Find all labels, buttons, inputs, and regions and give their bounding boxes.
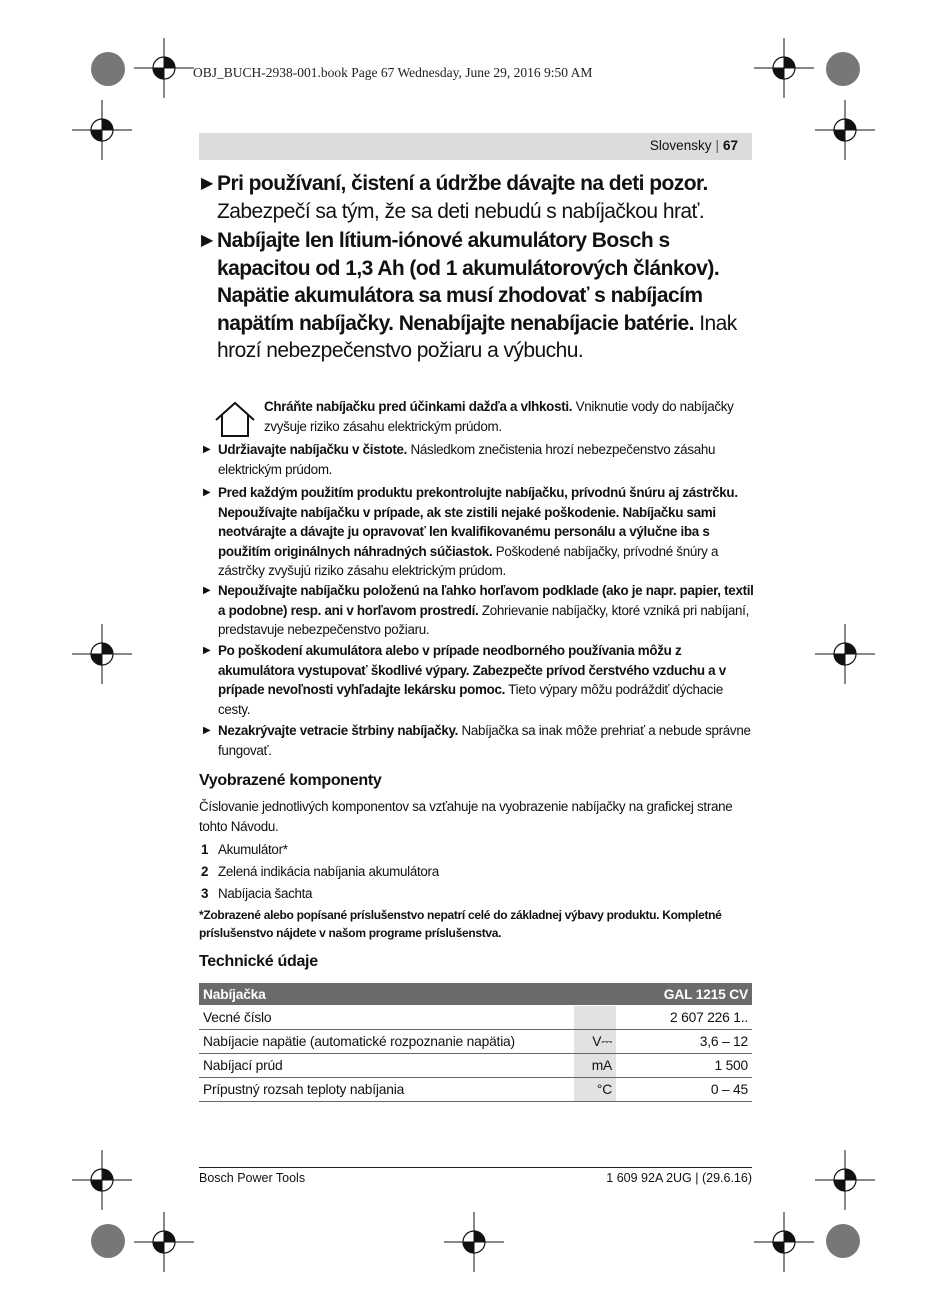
bullet-triangle-icon: ▶	[203, 645, 211, 656]
safety-item	[203, 581, 755, 640]
registration-mark-icon	[134, 38, 194, 98]
component-item	[201, 884, 312, 904]
component-label: Zelená indikácia nabíjania akumulátora	[218, 864, 439, 879]
safety-item-text: Nabíjačka sa inak môže prehriať a nebude správne fungovať.	[218, 723, 751, 758]
registration-mark-icon	[72, 1150, 132, 1210]
table-row	[199, 1030, 752, 1054]
row-unit	[574, 1006, 616, 1030]
safety-item	[203, 641, 755, 719]
safety-item	[203, 721, 755, 760]
bullet-triangle-icon: ▶	[203, 444, 211, 455]
safety-item-text: Inak hrozí nebezpečenstvo požiaru a výbuchu.	[217, 311, 737, 362]
safety-item-text: Vniknutie vody do nabíjačky zvyšuje riziko zásahu elektrickým prúdom.	[264, 399, 734, 434]
accessories-footnote: *Zobrazené alebo popísané príslušenstvo nepatrí celé do základnej výbavy produktu. Kompletné príslušenstvo nájdete v našom programe príslušenstva.	[199, 908, 722, 940]
row-value: 1 500	[616, 1054, 752, 1078]
registration-mark-icon	[815, 100, 875, 160]
safety-item-bold: Po poškodení akumulátora alebo v prípade neodborného používania môžu z akumulátora vystupovať škodlivé výpary. Zabezpečte prívod čerstvého vzduchu a v prípade nevoľnosti vyhľadajte lekársku pomoc.	[218, 643, 726, 698]
table-row	[199, 1054, 752, 1078]
bullet-triangle-icon: ▶	[203, 487, 211, 498]
bullet-triangle-icon: ▶	[203, 585, 211, 596]
safety-item-bold: Nepoužívajte nabíjačku položenú na ľahko horľavom podklade (ako je napr. papier, textil a podobne) resp. ani v horľavom prostredí.	[218, 583, 754, 618]
components-intro: Číslovanie jednotlivých komponentov sa vzťahuje na vyobrazenie nabíjačky na grafickej strane tohto Návodu.	[199, 799, 733, 834]
component-item	[201, 862, 439, 882]
component-number: 1	[201, 842, 209, 857]
safety-item-text: Zabezpečí sa tým, že sa deti nebudú s nabíjačkou hrať.	[217, 199, 705, 223]
footer-rule	[199, 1167, 752, 1168]
safety-item-large	[201, 227, 757, 365]
row-unit: °C	[574, 1078, 616, 1102]
icon-safety-note	[264, 397, 754, 436]
technical-heading: Technické údaje	[199, 953, 318, 970]
table-row	[199, 1006, 752, 1030]
registration-mark-icon	[754, 38, 814, 98]
bullet-triangle-icon: ▶	[201, 175, 213, 192]
bullet-triangle-icon: ▶	[203, 725, 211, 736]
registration-mark-icon	[72, 100, 132, 160]
row-label: Vecné číslo	[199, 1006, 574, 1030]
safety-item-bold: Nabíjajte len lítium-iónové akumulátory Bosch s kapacitou od 1,3 Ah (od 1 akumulátorových článkov). Napätie akumulátora sa musí zhodovať s nabíjacím napätím nabíjačky. Nenabíjajte nenabíjacie batérie.	[217, 229, 720, 335]
safety-item-text: Poškodené nabíjačky, prívodné šnúry a zástrčky zvyšujú riziko zásahu elektrickým prúdom.	[218, 543, 719, 579]
safety-item-text: Následkom znečistenia hrozí nebezpečenstvo zásahu elektrickým prúdom.	[218, 442, 716, 477]
safety-item-text: Tieto výpary môžu podráždiť dýchacie cesty.	[218, 682, 723, 717]
printer-color-dot	[91, 1224, 125, 1258]
row-label: Nabíjacie napätie (automatické rozpoznanie napätia)	[199, 1030, 574, 1054]
row-label: Nabíjací prúd	[199, 1054, 574, 1078]
page-header-bar	[199, 133, 752, 160]
house-icon	[214, 400, 256, 438]
bullet-triangle-icon: ▶	[201, 232, 213, 249]
printer-color-dot	[826, 52, 860, 86]
safety-item-bold: Udržiavajte nabíjačku v čistote.	[218, 442, 408, 457]
page-number: 67	[722, 138, 738, 153]
header-language: Slovensky	[649, 138, 712, 153]
footer-brand: Bosch Power Tools	[199, 1171, 306, 1185]
footer-doc-number: 1 609 92A 2UG | (29.6.16)	[606, 1171, 752, 1185]
print-info-line: OBJ_BUCH-2938-001.book Page 67 Wednesday, June 29, 2016 9:50 AM	[193, 65, 593, 80]
safety-item-bold: Pri používaní, čistení a údržbe dávajte na deti pozor.	[217, 172, 708, 195]
component-label: Nabíjacia šachta	[218, 886, 313, 901]
registration-mark-icon	[815, 1150, 875, 1210]
table-header-unit	[574, 983, 616, 1006]
components-heading: Vyobrazené komponenty	[199, 772, 382, 789]
registration-mark-icon	[444, 1212, 504, 1272]
safety-item-bold: Nezakrývajte vetracie štrbiny nabíjačky.	[218, 723, 459, 738]
row-label: Prípustný rozsah teploty nabíjania	[199, 1078, 574, 1102]
printer-color-dot	[91, 52, 125, 86]
registration-mark-icon	[754, 1212, 814, 1272]
row-value: 0 – 45	[616, 1078, 752, 1102]
row-value: 3,6 – 12	[616, 1030, 752, 1054]
safety-item-bold: Pred každým použitím produktu prekontrolujte nabíjačku, prívodnú šnúru aj zástrčku. Nepoužívajte nabíjačku v prípade, ak ste zistili nejaké poškodenie. Nabíjačku sami neotvárajte a dávajte ju opravovať len kvalifikovanému personálu a výlučne iba s použitím originálnych náhradných súčiastok.	[218, 485, 738, 559]
safety-item-large	[201, 170, 757, 225]
registration-mark-icon	[815, 624, 875, 684]
table-header-row	[199, 983, 752, 1006]
component-label: Akumulátor*	[218, 842, 288, 857]
registration-mark-icon	[134, 1212, 194, 1272]
component-number: 3	[201, 886, 209, 901]
table-header-label: Nabíjačka	[199, 983, 574, 1006]
printer-color-dot	[826, 1224, 860, 1258]
row-unit: V⎓	[574, 1030, 616, 1054]
safety-item-text: Zohrievanie nabíjačky, ktoré vzniká pri nabíjaní, predstavuje nebezpečenstvo požiaru.	[218, 602, 749, 638]
safety-item	[203, 440, 755, 479]
component-item	[201, 840, 288, 860]
table-header-model: GAL 1215 CV	[616, 983, 752, 1006]
safety-item-bold: Chráňte nabíjačku pred účinkami dažďa a vlhkosti.	[264, 399, 573, 414]
registration-mark-icon	[72, 624, 132, 684]
row-value: 2 607 226 1..	[616, 1006, 752, 1030]
component-number: 2	[201, 864, 209, 879]
table-row	[199, 1078, 752, 1102]
row-unit: mA	[574, 1054, 616, 1078]
technical-data-table	[199, 983, 752, 1102]
safety-item	[203, 483, 755, 581]
page-header: Slovensky | 67	[649, 138, 738, 153]
